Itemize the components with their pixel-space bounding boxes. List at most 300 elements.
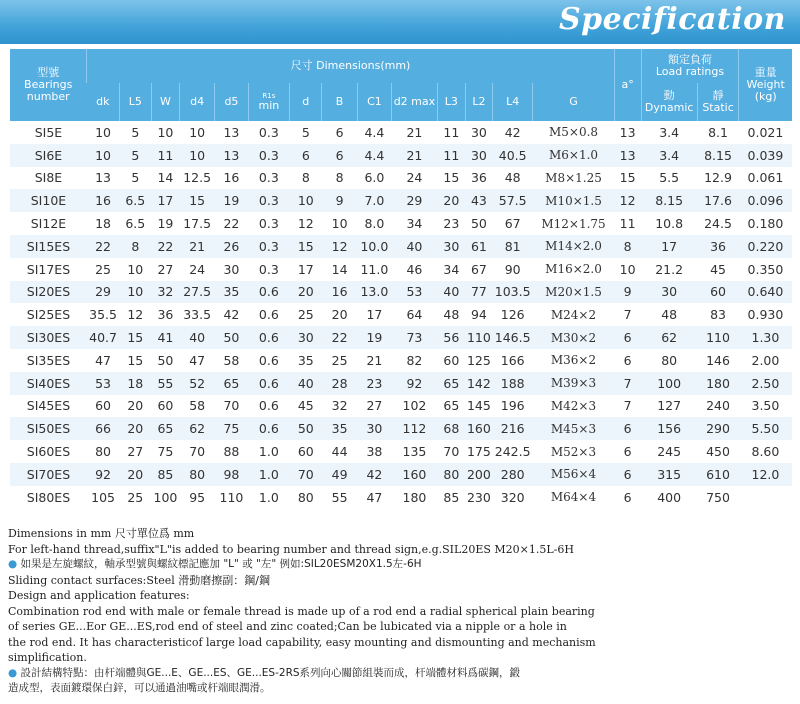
table-cell: 21 xyxy=(179,235,214,258)
header-static: 靜 Static xyxy=(697,83,739,121)
table-cell: 17.6 xyxy=(697,189,739,212)
table-cell: 0.3 xyxy=(248,144,290,167)
table-row xyxy=(10,281,792,304)
table-cell: 49 xyxy=(322,463,357,486)
table-cell: 610 xyxy=(697,463,739,486)
table-cell: 160 xyxy=(392,463,438,486)
table-row xyxy=(10,303,792,326)
table-cell: 3.4 xyxy=(641,144,697,167)
table-cell: 98 xyxy=(215,463,248,486)
table-cell: 142 xyxy=(465,372,492,395)
bearing-number-cell: SI17ES xyxy=(10,258,87,281)
table-cell: 17 xyxy=(357,303,391,326)
table-cell: 0.6 xyxy=(248,395,290,418)
table-cell: 52 xyxy=(179,372,214,395)
table-cell: 12 xyxy=(119,303,151,326)
table-cell: 60 xyxy=(151,395,179,418)
table-cell: 40 xyxy=(290,372,322,395)
note-design-line-3: the rod end. It has characteristicof large load capability, easy mounting and dismounting and mechanism xyxy=(8,635,596,649)
table-cell: 30 xyxy=(290,326,322,349)
table-cell: 6.0 xyxy=(357,167,391,190)
table-cell: 40.7 xyxy=(87,326,119,349)
table-cell: 10 xyxy=(179,121,214,144)
table-row xyxy=(10,189,792,212)
table-cell: 24.5 xyxy=(697,212,739,235)
header-d: d xyxy=(290,83,322,121)
table-cell: 60 xyxy=(697,281,739,304)
table-cell: 46 xyxy=(392,258,438,281)
table-cell: 5 xyxy=(119,121,151,144)
table-cell: 34 xyxy=(437,258,465,281)
table-cell: 45 xyxy=(290,395,322,418)
table-cell: M39×3 xyxy=(533,372,614,395)
bearing-number-cell: SI6E xyxy=(10,144,87,167)
table-cell: 4.4 xyxy=(357,144,391,167)
table-cell: 1.0 xyxy=(248,440,290,463)
table-cell: 5.50 xyxy=(739,417,792,440)
table-cell: 216 xyxy=(492,417,533,440)
table-cell: 20 xyxy=(119,417,151,440)
header-dynamic: 動 Dynamic xyxy=(641,83,697,121)
table-cell: 32 xyxy=(151,281,179,304)
table-cell: 146.5 xyxy=(492,326,533,349)
table-cell: 27 xyxy=(119,440,151,463)
table-cell: M5×0.8 xyxy=(533,121,614,144)
table-cell: 70 xyxy=(215,395,248,418)
table-cell: 7 xyxy=(614,303,641,326)
table-cell: 0.3 xyxy=(248,167,290,190)
table-cell: 33.5 xyxy=(179,303,214,326)
table-cell: 56 xyxy=(437,326,465,349)
table-cell: 50 xyxy=(151,349,179,372)
table-cell: 110 xyxy=(465,326,492,349)
header-l4: L4 xyxy=(492,83,533,121)
bearing-number-cell: SI80ES xyxy=(10,486,87,509)
table-cell: 17 xyxy=(151,189,179,212)
table-cell: 34 xyxy=(392,212,438,235)
table-cell: 9 xyxy=(322,189,357,212)
header-l3: L3 xyxy=(437,83,465,121)
table-cell: 230 xyxy=(465,486,492,509)
table-cell: 36 xyxy=(151,303,179,326)
table-cell: M8×1.25 xyxy=(533,167,614,190)
table-cell: 6 xyxy=(290,144,322,167)
table-cell: 180 xyxy=(697,372,739,395)
table-cell: 10.8 xyxy=(641,212,697,235)
table-cell: 6 xyxy=(614,440,641,463)
table-cell: 82 xyxy=(392,349,438,372)
table-cell: 8.1 xyxy=(697,121,739,144)
table-cell: 32 xyxy=(322,395,357,418)
table-cell: 42 xyxy=(215,303,248,326)
table-cell: 0.3 xyxy=(248,258,290,281)
table-cell: 10 xyxy=(179,144,214,167)
table-cell: 2.50 xyxy=(739,372,792,395)
table-cell: M42×3 xyxy=(533,395,614,418)
table-cell: 21.2 xyxy=(641,258,697,281)
table-cell: 0.021 xyxy=(739,121,792,144)
table-cell: 70 xyxy=(179,440,214,463)
header-d5: d5 xyxy=(215,83,248,121)
table-cell: M16×2.0 xyxy=(533,258,614,281)
table-cell: 6 xyxy=(614,326,641,349)
bearing-number-cell: SI60ES xyxy=(10,440,87,463)
table-cell: 25 xyxy=(322,349,357,372)
table-cell: 8 xyxy=(119,235,151,258)
table-cell: 65 xyxy=(437,372,465,395)
table-cell: 3.50 xyxy=(739,395,792,418)
table-cell: 0.3 xyxy=(248,121,290,144)
table-cell: 65 xyxy=(437,395,465,418)
table-cell: 4.4 xyxy=(357,121,391,144)
table-cell: 75 xyxy=(215,417,248,440)
table-cell: 450 xyxy=(697,440,739,463)
table-row xyxy=(10,486,792,509)
table-cell: 10 xyxy=(119,281,151,304)
table-cell: M10×1.5 xyxy=(533,189,614,212)
table-cell: 75 xyxy=(151,440,179,463)
table-cell: 68 xyxy=(437,417,465,440)
table-cell: 7 xyxy=(614,372,641,395)
table-row xyxy=(10,121,792,144)
bearing-number-cell: SI50ES xyxy=(10,417,87,440)
table-cell: 0.220 xyxy=(739,235,792,258)
title-banner xyxy=(0,0,800,44)
table-cell: 25 xyxy=(290,303,322,326)
table-cell: 66 xyxy=(87,417,119,440)
table-cell: 16 xyxy=(322,281,357,304)
header-g: G xyxy=(533,83,614,121)
table-cell: 13 xyxy=(614,144,641,167)
table-cell: 19 xyxy=(151,212,179,235)
table-cell: 50 xyxy=(215,326,248,349)
table-cell: 0.6 xyxy=(248,417,290,440)
table-cell: 8.0 xyxy=(357,212,391,235)
table-cell: M36×2 xyxy=(533,349,614,372)
table-cell: 17 xyxy=(641,235,697,258)
table-cell: 0.6 xyxy=(248,326,290,349)
table-cell: 40 xyxy=(179,326,214,349)
table-row xyxy=(10,395,792,418)
table-cell: 29 xyxy=(392,189,438,212)
table-cell: M12×1.75 xyxy=(533,212,614,235)
table-cell: M56×4 xyxy=(533,463,614,486)
table-cell: 175 xyxy=(465,440,492,463)
table-cell: 10 xyxy=(87,144,119,167)
table-cell: 2.00 xyxy=(739,349,792,372)
table-cell: 47 xyxy=(179,349,214,372)
table-cell: 53 xyxy=(87,372,119,395)
bullet-icon: ● xyxy=(8,558,18,570)
table-cell: 64 xyxy=(392,303,438,326)
table-cell: 26 xyxy=(215,235,248,258)
table-cell: 55 xyxy=(322,486,357,509)
table-cell: 3.4 xyxy=(641,121,697,144)
table-cell: 10 xyxy=(87,121,119,144)
table-cell: 12.5 xyxy=(179,167,214,190)
table-cell: 12 xyxy=(614,189,641,212)
note-sliding-surfaces: Sliding contact surfaces:Steel 滑動磨擦副：鋼/鋼 xyxy=(8,573,271,587)
table-cell: 30 xyxy=(641,281,697,304)
bearing-number-cell: SI10E xyxy=(10,189,87,212)
bearing-number-cell: SI12E xyxy=(10,212,87,235)
table-cell: 0.3 xyxy=(248,235,290,258)
table-cell: 0.180 xyxy=(739,212,792,235)
table-cell: 21 xyxy=(357,349,391,372)
table-cell: 36 xyxy=(465,167,492,190)
header-l2: L2 xyxy=(465,83,492,121)
table-cell: 15 xyxy=(437,167,465,190)
table-cell: M45×3 xyxy=(533,417,614,440)
table-cell: 13.0 xyxy=(357,281,391,304)
table-cell: 13 xyxy=(87,167,119,190)
note-design-cn-1: ● 設計結構特點：由杆端體與GE...E、GE...ES、GE...ES-2RS系列向心關節組裝而成，杆端體材料爲碳鋼，鍛 xyxy=(8,666,521,679)
table-cell: 85 xyxy=(151,463,179,486)
table-cell: 30 xyxy=(437,235,465,258)
table-cell: 10.0 xyxy=(357,235,391,258)
table-cell: 6.5 xyxy=(119,212,151,235)
table-cell: 180 xyxy=(392,486,438,509)
table-cell: 15 xyxy=(119,349,151,372)
table-cell: 28 xyxy=(322,372,357,395)
table-cell: 11 xyxy=(437,121,465,144)
table-cell: 146 xyxy=(697,349,739,372)
table-cell: 6 xyxy=(614,463,641,486)
header-l5: L5 xyxy=(119,83,151,121)
table-cell: M24×2 xyxy=(533,303,614,326)
table-cell: 18 xyxy=(119,372,151,395)
table-cell: 6 xyxy=(614,486,641,509)
table-cell: M64×4 xyxy=(533,486,614,509)
note-design-cn-2: 造成型，表面鍍環保白鋅，可以通過油嘴或杆端眼潤滑。 xyxy=(8,682,271,694)
table-cell: 13 xyxy=(215,144,248,167)
table-cell: M30×2 xyxy=(533,326,614,349)
table-cell: 112 xyxy=(392,417,438,440)
table-cell: 16 xyxy=(215,167,248,190)
table-cell: 12 xyxy=(290,212,322,235)
table-cell: 102 xyxy=(392,395,438,418)
table-row xyxy=(10,417,792,440)
table-cell: 7 xyxy=(614,395,641,418)
table-cell: 40.5 xyxy=(492,144,533,167)
table-cell: 20 xyxy=(119,395,151,418)
table-cell: 48 xyxy=(492,167,533,190)
table-cell: 8 xyxy=(614,235,641,258)
header-bearing-number: 型號 Bearings number xyxy=(10,49,87,121)
table-cell: 80 xyxy=(290,486,322,509)
table-cell: 90 xyxy=(492,258,533,281)
table-cell: 94 xyxy=(465,303,492,326)
table-cell: 25 xyxy=(87,258,119,281)
table-cell: 11 xyxy=(614,212,641,235)
table-row xyxy=(10,167,792,190)
bearing-number-cell: SI15ES xyxy=(10,235,87,258)
table-cell: 0.3 xyxy=(248,212,290,235)
table-cell: 188 xyxy=(492,372,533,395)
table-cell: 35 xyxy=(290,349,322,372)
bearing-number-cell: SI30ES xyxy=(10,326,87,349)
table-cell: 240 xyxy=(697,395,739,418)
table-cell: 61 xyxy=(465,235,492,258)
table-cell: 25 xyxy=(119,486,151,509)
table-cell: 23 xyxy=(357,372,391,395)
table-cell: 290 xyxy=(697,417,739,440)
table-cell: 156 xyxy=(641,417,697,440)
table-cell: 14 xyxy=(151,167,179,190)
header-b: B xyxy=(322,83,357,121)
table-cell: M52×3 xyxy=(533,440,614,463)
table-cell: 0.6 xyxy=(248,281,290,304)
table-cell: 77 xyxy=(465,281,492,304)
table-cell: 0.6 xyxy=(248,349,290,372)
table-cell: 24 xyxy=(179,258,214,281)
bearing-number-cell: SI25ES xyxy=(10,303,87,326)
table-cell: 48 xyxy=(641,303,697,326)
note-design-line-4: simplification. xyxy=(8,651,87,664)
table-cell: 80 xyxy=(437,463,465,486)
table-cell: 80 xyxy=(87,440,119,463)
table-cell: 15 xyxy=(119,326,151,349)
table-cell: 0.350 xyxy=(739,258,792,281)
bullet-icon: ● xyxy=(8,666,18,679)
table-cell: 53 xyxy=(392,281,438,304)
table-cell: 36 xyxy=(697,235,739,258)
header-dimensions: 尺寸 Dimensions(mm) xyxy=(87,49,614,83)
header-c1: C1 xyxy=(357,83,391,121)
table-cell: 12 xyxy=(322,235,357,258)
table-cell: 12.9 xyxy=(697,167,739,190)
table-cell: 6 xyxy=(614,349,641,372)
table-cell: 110 xyxy=(215,486,248,509)
header-r1s-min: R1s min xyxy=(248,83,290,121)
table-cell: 70 xyxy=(290,463,322,486)
table-cell: 100 xyxy=(641,372,697,395)
table-row xyxy=(10,372,792,395)
header-d4: d4 xyxy=(179,83,214,121)
banner-title: Specification xyxy=(559,2,786,37)
specification-table-body xyxy=(10,121,792,509)
bearing-number-cell: SI45ES xyxy=(10,395,87,418)
bearing-number-cell: SI35ES xyxy=(10,349,87,372)
table-cell: 50 xyxy=(290,417,322,440)
table-cell: 11.0 xyxy=(357,258,391,281)
table-cell: 40 xyxy=(392,235,438,258)
header-load-ratings: 額定負荷 Load ratings xyxy=(641,49,739,83)
table-cell: 110 xyxy=(697,326,739,349)
bearing-number-cell: SI5E xyxy=(10,121,87,144)
table-cell: 67 xyxy=(465,258,492,281)
table-cell: 62 xyxy=(641,326,697,349)
table-cell: 30 xyxy=(465,144,492,167)
table-cell: 9 xyxy=(614,281,641,304)
table-cell: 11 xyxy=(151,144,179,167)
table-cell: 20 xyxy=(437,189,465,212)
table-cell: 0.3 xyxy=(248,189,290,212)
table-cell: 19 xyxy=(357,326,391,349)
table-cell: 8 xyxy=(322,167,357,190)
table-cell: 5.5 xyxy=(641,167,697,190)
table-cell: 22 xyxy=(215,212,248,235)
note-left-hand-thread-cn: ● 如果是左旋螺紋，軸承型號與螺紋標記應加 "L" 或 "左" 例如:SIL20ESM20X1.5左-6H xyxy=(8,558,422,570)
note-units: Dimensions in mm 尺寸單位爲 mm xyxy=(8,527,195,540)
header-weight: 重量 Weight (kg) xyxy=(739,49,792,121)
header-d2max: d2 max xyxy=(392,83,438,121)
table-cell: 58 xyxy=(215,349,248,372)
table-row xyxy=(10,212,792,235)
table-cell: 8.60 xyxy=(739,440,792,463)
table-cell: 24 xyxy=(392,167,438,190)
table-cell: 50 xyxy=(465,212,492,235)
table-cell: 6 xyxy=(322,121,357,144)
table-cell: 60 xyxy=(437,349,465,372)
table-cell: 73 xyxy=(392,326,438,349)
table-cell: 43 xyxy=(465,189,492,212)
header-w: W xyxy=(151,83,179,121)
table-cell: 8.15 xyxy=(697,144,739,167)
table-cell: 0.640 xyxy=(739,281,792,304)
table-cell: 0.096 xyxy=(739,189,792,212)
table-cell: 17.5 xyxy=(179,212,214,235)
table-cell: 92 xyxy=(392,372,438,395)
table-cell: 135 xyxy=(392,440,438,463)
table-row xyxy=(10,463,792,486)
table-cell: 1.30 xyxy=(739,326,792,349)
table-cell: 45 xyxy=(697,258,739,281)
table-cell: M14×2.0 xyxy=(533,235,614,258)
table-row xyxy=(10,235,792,258)
table-cell: 85 xyxy=(437,486,465,509)
table-cell: 27.5 xyxy=(179,281,214,304)
table-cell: 100 xyxy=(151,486,179,509)
table-cell: 8 xyxy=(290,167,322,190)
table-cell: 196 xyxy=(492,395,533,418)
table-cell: 12.0 xyxy=(739,463,792,486)
table-cell: 22 xyxy=(322,326,357,349)
table-cell: 17 xyxy=(290,258,322,281)
table-row xyxy=(10,258,792,281)
table-cell: 200 xyxy=(465,463,492,486)
bearing-number-cell: SI20ES xyxy=(10,281,87,304)
table-cell: 47 xyxy=(87,349,119,372)
table-cell: 29 xyxy=(87,281,119,304)
table-cell: 20 xyxy=(119,463,151,486)
table-cell: 13 xyxy=(215,121,248,144)
table-cell: 10 xyxy=(290,189,322,212)
table-cell: 160 xyxy=(465,417,492,440)
table-cell: 27 xyxy=(357,395,391,418)
table-cell: 81 xyxy=(492,235,533,258)
table-cell: 30 xyxy=(465,121,492,144)
table-cell: 126 xyxy=(492,303,533,326)
table-cell: 70 xyxy=(437,440,465,463)
table-cell: 242.5 xyxy=(492,440,533,463)
table-cell: 10 xyxy=(614,258,641,281)
table-cell: 47 xyxy=(357,486,391,509)
table-cell: 21 xyxy=(392,121,438,144)
table-cell: 15 xyxy=(179,189,214,212)
table-cell: 95 xyxy=(179,486,214,509)
table-cell: 40 xyxy=(437,281,465,304)
table-cell: 20 xyxy=(322,303,357,326)
table-cell: 750 xyxy=(697,486,739,509)
table-cell: 18 xyxy=(87,212,119,235)
table-cell xyxy=(739,486,792,509)
table-cell: 15 xyxy=(290,235,322,258)
table-cell: 62 xyxy=(179,417,214,440)
table-cell: 41 xyxy=(151,326,179,349)
table-cell: 280 xyxy=(492,463,533,486)
table-cell: 83 xyxy=(697,303,739,326)
